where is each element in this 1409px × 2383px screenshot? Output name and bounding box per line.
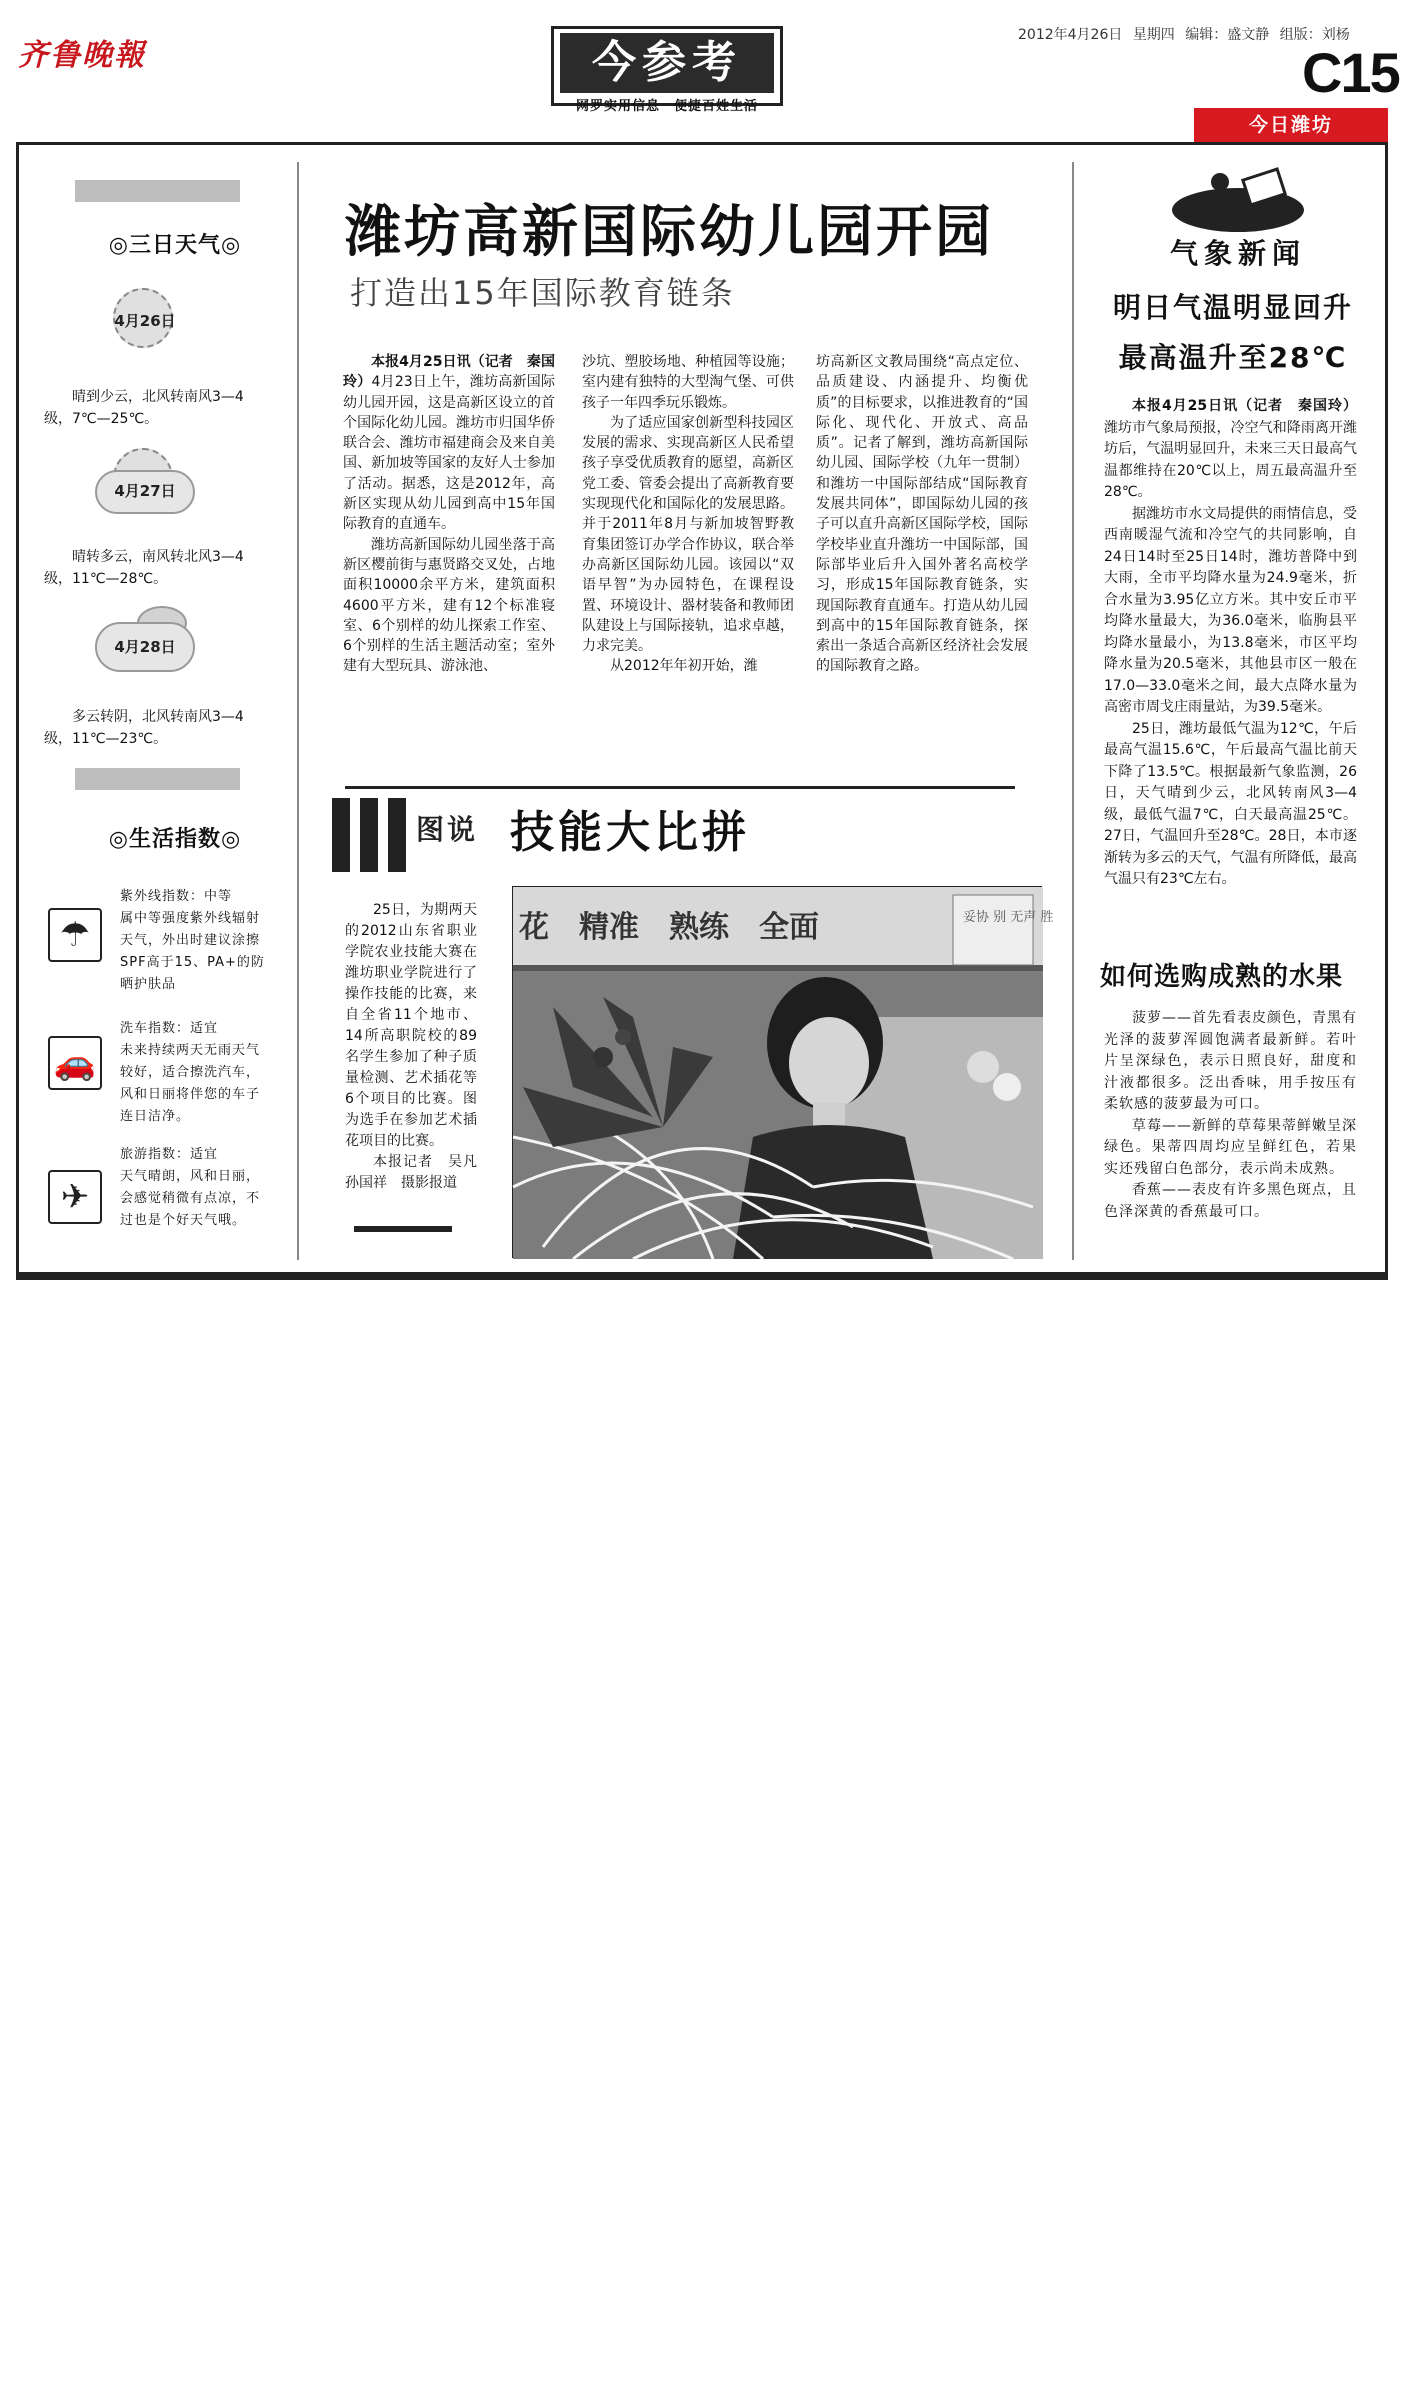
column-logo-title: 今参考 bbox=[560, 33, 774, 93]
article-paragraph bbox=[1104, 719, 1357, 891]
weather-day-2 bbox=[95, 448, 195, 518]
article-paragraph bbox=[343, 352, 555, 535]
paragraph-text: 从2012年年初开始，潍 bbox=[610, 658, 758, 675]
article-column-1 bbox=[343, 352, 555, 677]
paragraph-text: 坊高新区文教局围绕“高点定位、品质建设、内涵提升、均衡优质”的目标要求，以推进教育的“国际化、现代化、开放式、高品质”。记者了解到，潍坊高新国际幼儿园、国际学校（九年一贯制）和潍坊一中国际部结成“国际教育发展共同体”，即国际幼儿园的孩子可以直升高新区国际学校，国际学校毕业直升潍坊一中国际部，国际部毕业后升入国外著名高校学习，形成15年国际教育链条，实现国际教育直通车。打造从幼儿园到高中的15年国际教育链条，探索出一条适合高新区经济社会发展的国际教育之路。 bbox=[816, 354, 1028, 675]
index-text: 天气晴朗，风和日丽，会感觉稍微有点凉，不过也是个好天气哦。 bbox=[120, 1169, 261, 1228]
weather-date: 4月28日 bbox=[114, 638, 176, 656]
paragraph-text: 沙坑、塑胶场地、种植园等设施；室内建有独特的大型淘气堡、可供孩子一年四季玩乐锻炼。 bbox=[582, 354, 794, 411]
dateline: 本报4月25日讯（记者 秦国玲） bbox=[1132, 398, 1357, 414]
airplane-icon: ✈ bbox=[48, 1170, 102, 1224]
dateline: 本报4月25日讯（记者 秦国玲） bbox=[343, 354, 555, 391]
column-slogan: 网罗实用信息 便捷百姓生活 bbox=[575, 99, 758, 114]
article-paragraph: 香蕉——表皮有许多黑色斑点，且色泽深黄的香蕉最可口。 bbox=[1104, 1182, 1357, 1220]
article-paragraph bbox=[582, 656, 794, 676]
photo-credit: 本报记者 吴凡 孙国祥 摄影报道 bbox=[345, 1154, 491, 1191]
weather-news-headline-2: 最高温升至28℃ bbox=[1118, 341, 1348, 374]
weather-date: 4月27日 bbox=[114, 482, 176, 500]
article-paragraph bbox=[1104, 396, 1357, 504]
paragraph-text: 据潍坊市水文局提供的雨情信息，受西南暖湿气流和冷空气的共同影响，自24日14时至25日14时，潍坊普降中到大雨，全市平均降水量为24.9毫米，折合水量为3.95亿立方米。其中安丘市平均降水量最大，为36.0毫米，临朐县平均降水量最小，为13.8毫米，市区平均降水量为20.5毫米，其他县市区一般在17.0—33.0毫米之间，最大点降水量为高密市周戈庄雨量站，为39.5毫米。 bbox=[1104, 505, 1357, 715]
travel-index bbox=[120, 1144, 268, 1232]
editor-credit: 编辑：盛文静 bbox=[1185, 27, 1270, 43]
article-paragraph: 草莓——新鲜的草莓果蒂鲜嫩呈深绿色。果蒂四周均应呈鲜红色，若果实还残留白色部分，表示尚未成熟。 bbox=[1104, 1117, 1357, 1177]
paragraph-text: 25日，潍坊最低气温为12℃，午后最高气温15.6℃，午后最高气温比前天下降了13.5℃。根据最新气象监测，26日，天气晴到少云，北风转南风3—4级，最低气温7℃，白天最高温25℃。27日，气温回升至28℃。28日，本市逐渐转为多云的天气，气温有所降低，最高气温只有23℃左右。 bbox=[1104, 720, 1357, 887]
column-divider bbox=[297, 162, 299, 1260]
article-paragraph bbox=[1104, 504, 1357, 719]
section-tab: 今日潍坊 bbox=[1194, 108, 1388, 142]
photo-news-title: 技能大比拼 bbox=[510, 807, 750, 858]
fruit-tips-headline: 如何选购成熟的水果 bbox=[1100, 962, 1344, 992]
weather-section-title: ◎三日天气◎ bbox=[108, 233, 242, 258]
newspaper-brand-logo: 齐鲁晚報 bbox=[18, 38, 146, 73]
index-text: 属中等强度紫外线辐射天气，外出时建议涂擦SPF高于15、PA+的防晒护肤品 bbox=[120, 911, 265, 992]
film-frame bbox=[388, 798, 406, 872]
caption-text: 25日，为期两天的2012山东省职业学院农业技能大赛在潍坊职业学院进行了操作技能的比赛，来自全省11个地市、14所高职院校的89名学生参加了种子质量检测、艺术插花等6个项目的比赛。图为选手在参加艺术插花项目的比赛。 bbox=[345, 902, 477, 1149]
weather-news-emblem bbox=[1168, 170, 1308, 234]
article-paragraph bbox=[343, 535, 555, 677]
paragraph-text: 为了适应国家创新型科技园区发展的需求、实现高新区人民希望孩子享受优质教育的愿望，高新区党工委、管委会提出了高新教育要实现现代化和国际化的发展思路。并于2011年8月与新加坡智野教育集团签订办学合作协议，联合举办高新区国际幼儿园。该园以“双语早智”为办园特色，在课程设置、环境设计、器材装备和教师团队建设上与国际接轨，追求卓越，力求完美。 bbox=[582, 414, 794, 655]
column-divider bbox=[1072, 162, 1074, 1260]
photo-placard-text: 妥协 别 无声 胜 bbox=[963, 910, 1054, 925]
weather-forecast-text: 晴转多云，南风转北风3—4级，11℃—28℃。 bbox=[44, 549, 244, 587]
fruit-tips-body bbox=[1104, 1008, 1357, 1223]
caption-underline bbox=[354, 1226, 452, 1232]
section-rule bbox=[345, 786, 1015, 789]
film-frame bbox=[332, 798, 350, 872]
article-column-3 bbox=[816, 352, 1028, 677]
paragraph-text: 潍坊市气象局预报，冷空气和降雨离开潍坊后，气温明显回升，未来三天日最高气温都维持在20℃以上，周五最高温升至28℃。 bbox=[1104, 419, 1357, 500]
section-bar bbox=[75, 180, 240, 202]
index-label: 旅游指数：适宜 bbox=[120, 1147, 219, 1162]
car-icon: 🚗 bbox=[48, 1036, 102, 1090]
article-paragraph: 菠萝——首先看表皮颜色，青黑有光泽的菠萝浑圆饱满者最新鲜。若叶片呈深绿色，表示日照良好，甜度和汁液都很多。泛出香味，用手按压有柔软感的菠萝最为可口。 bbox=[1104, 1010, 1357, 1112]
section-bar bbox=[75, 768, 240, 790]
article-subhead: 打造出15年国际教育链条 bbox=[350, 274, 735, 312]
weather-news-headline: 明日气温明显回升 bbox=[1112, 291, 1353, 324]
uv-index bbox=[120, 886, 268, 996]
index-text: 未来持续两天无雨天气较好，适合擦洗汽车，风和日丽将伴您的车子连日洁净。 bbox=[120, 1043, 261, 1124]
film-strip-icon bbox=[332, 798, 410, 872]
umbrella-icon: ☂ bbox=[48, 908, 102, 962]
photo-caption bbox=[345, 900, 491, 1194]
weather-news-logo bbox=[1128, 170, 1348, 278]
paragraph-text: 潍坊高新国际幼儿园坐落于高新区樱前街与惠贤路交叉处，占地面积10000余平方米，建筑面积4600平方米，建有12个标准寝室、6个别样的幼儿探索工作室、6个别样的生活主题活动室；室外建有大型玩具、游泳池、 bbox=[343, 536, 555, 675]
photo-illustration bbox=[513, 887, 1054, 1259]
news-photo bbox=[512, 886, 1054, 1258]
article-column-2 bbox=[582, 352, 794, 677]
article-paragraph bbox=[582, 352, 794, 413]
page-meta bbox=[1018, 24, 1350, 44]
weather-day-1 bbox=[95, 284, 195, 354]
paragraph-text: 4月23日上午，潍坊高新国际幼儿园开园，这是高新区设立的首个国际化幼儿园。潍坊市归国华侨联合会、潍坊市福建商会及来自美国、新加坡等国家的友好人士参加了活动。据悉，这是2012年，高新区实现从幼儿园到高中15年国际教育的直通车。 bbox=[343, 374, 555, 533]
photo-label: 图说 bbox=[416, 813, 479, 846]
photo-banner-text: 花 精准 熟练 全面 bbox=[519, 910, 819, 945]
index-label: 洗车指数：适宜 bbox=[120, 1021, 219, 1036]
car-wash-index bbox=[120, 1018, 268, 1128]
weather-news-body bbox=[1104, 396, 1357, 891]
life-index-title: ◎生活指数◎ bbox=[108, 827, 242, 852]
film-frame bbox=[360, 798, 378, 872]
index-label: 紫外线指数：中等 bbox=[120, 889, 233, 904]
weather-date: 4月26日 bbox=[114, 312, 176, 330]
issue-weekday: 星期四 bbox=[1132, 27, 1175, 43]
weather-day-3 bbox=[95, 606, 195, 676]
article-headline: 潍坊高新国际幼儿园开园 bbox=[345, 200, 994, 265]
layout-credit: 组版：刘杨 bbox=[1279, 27, 1350, 43]
article-paragraph bbox=[582, 413, 794, 657]
page-number: C15 bbox=[1302, 41, 1399, 104]
weather-forecast-text: 晴到少云，北风转南风3—4级，7℃—25℃。 bbox=[44, 389, 244, 427]
weather-forecast-text: 多云转阴，北风转南风3—4级，11℃—23℃。 bbox=[44, 709, 244, 747]
article-paragraph bbox=[816, 352, 1028, 677]
column-logo bbox=[551, 26, 783, 114]
issue-date: 2012年4月26日 bbox=[1018, 27, 1123, 43]
weather-news-title: 气象新闻 bbox=[1169, 237, 1306, 270]
